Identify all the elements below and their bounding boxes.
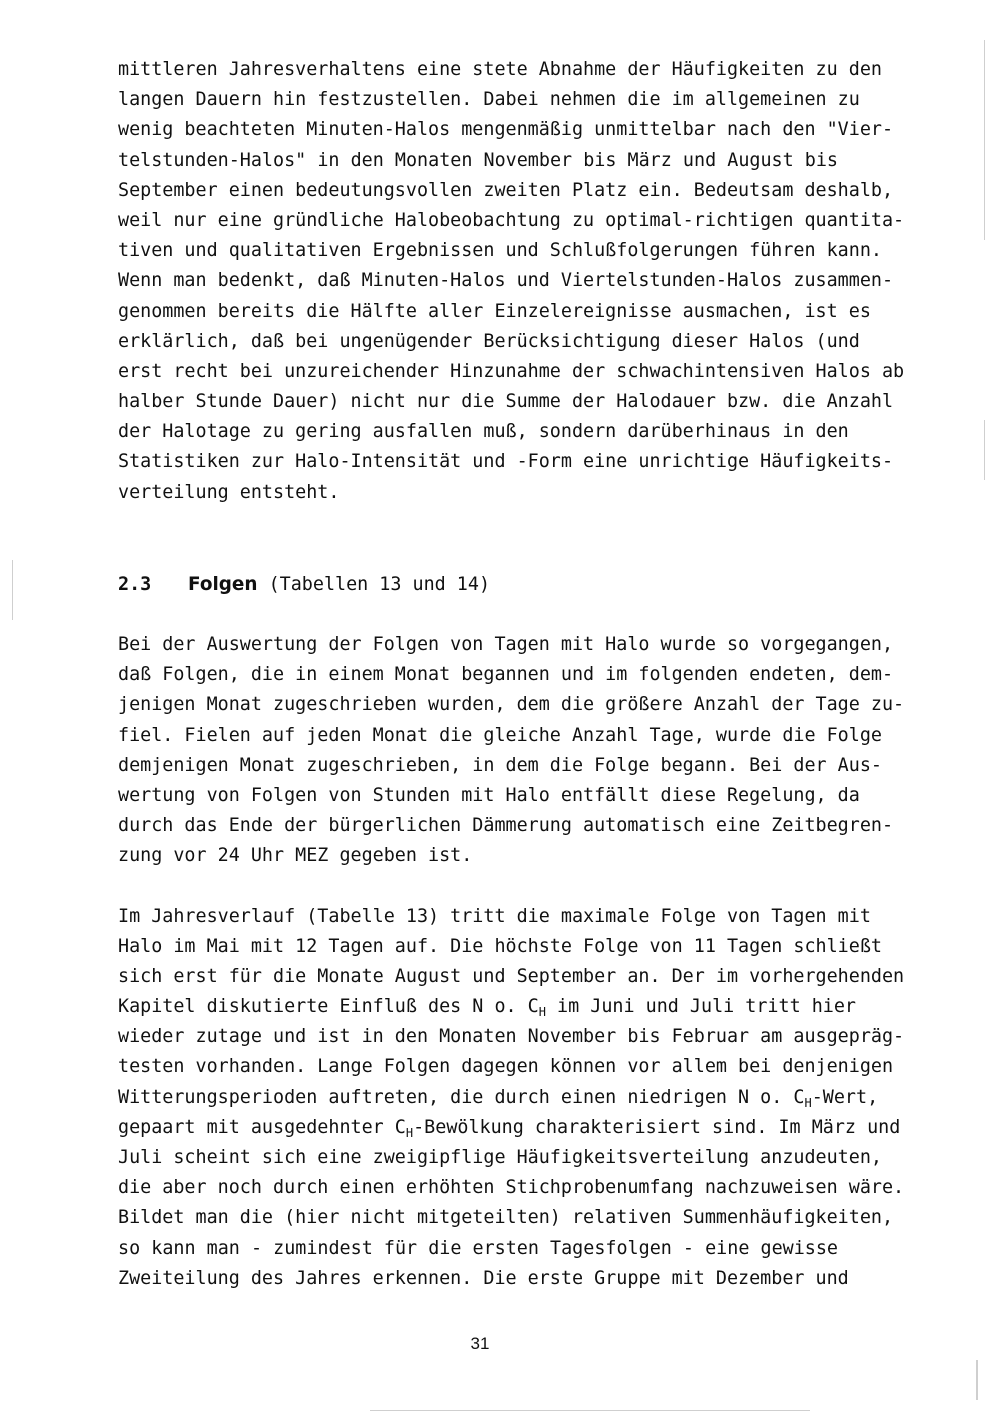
scan-artifact [12,560,13,620]
subscript: H [538,1005,546,1020]
text-line: testen vorhanden. Lange Folgen dagegen können vor allem bei denjenigen [118,1056,894,1078]
page-number: 31 [470,1334,490,1353]
text-line: langen Dauern hin festzustellen. Dabei nehmen die im allgemeinen zu [118,89,860,111]
text-segment: gepaart mit ausgedehnter C [118,1116,406,1138]
text-line: wenig beachteten Minuten-Halos mengenmäßig unmittelbar nach den "Vier- [118,119,894,141]
text-line: der Halotage zu gering ausfallen muß, sondern darüberhinaus in den [118,421,849,443]
text-line: Statistiken zur Halo-Intensität und -Form eine unrichtige Häufigkeits- [118,451,894,473]
text-line [118,1113,901,1143]
text-line: mittleren Jahresverhaltens eine stete Abnahme der Häufigkeiten zu den [118,59,882,80]
text-line: sich erst für die Monate August und September an. Der im vorhergehenden [118,965,905,987]
section-reference: (Tabellen 13 und 14) [268,573,491,595]
scan-artifact [976,1360,978,1400]
text-line: September einen bedeutungsvollen zweiten Platz ein. Bedeutsam deshalb, [118,179,894,201]
text-line [118,1083,879,1113]
section-number: 2.3 [118,573,152,595]
text-line: tiven und qualitativen Ergebnissen und Schlußfolgerungen führen kann. [118,240,882,262]
text-line: weil nur eine gründliche Halobeobachtung zu optimal-richtigen quantita- [118,209,905,231]
paragraph-3 [118,902,905,1294]
text-segment: Kapitel diskutierte Einfluß des N o. C [118,996,539,1018]
text-line: verteilung entsteht. [118,481,340,503]
scan-artifact [984,40,985,240]
text-line: die aber noch durch einen erhöhten Stichprobenumfang nachzuweisen wäre. [118,1177,905,1199]
subscript: H [804,1095,812,1110]
text-line: Bildet man die (hier nicht mitgeteilten) relativen Summenhäufigkeiten, [118,1207,894,1229]
text-line [118,992,857,1022]
text-segment: -Wert, [811,1086,879,1108]
text-line: Zweiteilung des Jahres erkennen. Die erste Gruppe mit Dezember und [118,1267,849,1289]
text-line: so kann man - zumindest für die ersten Tagesfolgen - eine gewisse [118,1237,838,1259]
text-line: halber Stunde Dauer) nicht nur die Summe der Halodauer bzw. die Anzahl [118,391,894,413]
paragraph-2 [118,630,905,872]
document-page [118,55,905,1294]
section-title: Folgen [188,573,258,595]
text-line: zung vor 24 Uhr MEZ gegeben ist. [118,845,473,867]
text-line: Wenn man bedenkt, daß Minuten-Halos und Viertelstunden-Halos zusammen- [118,270,894,292]
text-line: erklärlich, daß bei ungenügender Berücksichtigung dieser Halos (und [118,330,860,352]
text-line: wieder zutage und ist in den Monaten November bis Februar am ausgepräg- [118,1026,905,1048]
section-heading [118,570,838,600]
paragraph-1 [118,55,905,508]
text-line: Bei der Auswertung der Folgen von Tagen mit Halo wurde so vorgegangen, [118,634,894,655]
text-line: erst recht bei unzureichender Hinzunahme der schwachintensiven Halos ab [118,360,905,382]
text-line: wertung von Folgen von Stunden mit Halo entfällt diese Regelung, da [118,784,860,806]
scan-artifact [370,1410,810,1411]
text-segment: Witterungsperioden auftreten, die durch einen niedrigen N o. C [118,1086,805,1108]
text-line: genommen bereits die Hälfte aller Einzelereignisse ausmachen, ist es [118,300,871,322]
text-line: durch das Ende der bürgerlichen Dämmerung automatisch eine Zeitbegren- [118,815,894,837]
text-line: Im Jahresverlauf (Tabelle 13) tritt die maximale Folge von Tagen mit [118,905,871,927]
text-line: daß Folgen, die in einem Monat begannen und im folgenden endeten, dem- [118,664,894,686]
subscript: H [405,1125,414,1140]
text-line: fiel. Fielen auf jeden Monat die gleiche Anzahl Tage, wurde die Folge [118,724,882,746]
text-line: jenigen Monat zugeschrieben wurden, dem die größere Anzahl der Tage zu- [118,694,905,716]
text-segment: -Bewölkung charakterisiert sind. Im März und [413,1116,901,1138]
text-line: telstunden-Halos" in den Monaten November bis März und August bis [118,149,838,171]
text-line: Juli scheint sich eine zweigipflige Häufigkeitsverteilung anzudeuten, [118,1147,882,1168]
text-line: Halo im Mai mit 12 Tagen auf. Die höchste Folge von 11 Tagen schließt [118,935,882,957]
scan-artifact [984,420,985,480]
text-line: demjenigen Monat zugeschrieben, in dem die Folge begann. Bei der Aus- [118,754,882,776]
text-segment: im Juni und Juli tritt hier [545,996,857,1018]
